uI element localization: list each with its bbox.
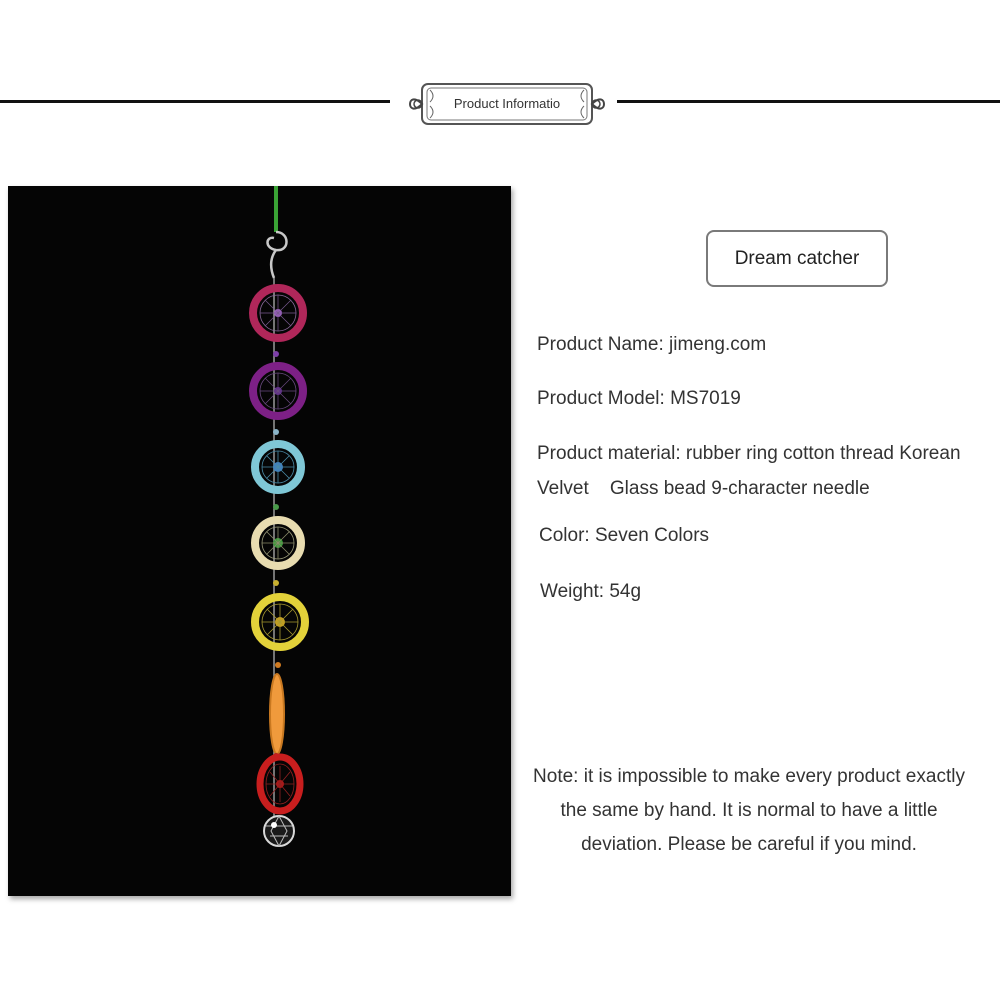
bead [273, 580, 279, 586]
product-color-line: Color: Seven Colors [539, 525, 710, 546]
product-type-badge: Dream catcher [706, 230, 888, 287]
product-photo [8, 186, 511, 896]
header-rule-left [0, 100, 390, 103]
product-model-line: Product Model: MS7019 [537, 388, 741, 409]
bead [273, 504, 279, 510]
note-line-1: Note: it is impossible to make every product exactly [533, 766, 965, 787]
ring-4 [255, 520, 301, 566]
note-line-3: deviation. Please be careful if you mind. [581, 834, 917, 855]
bead [273, 351, 279, 357]
product-name-line: Product Name: jimeng.com [537, 334, 767, 355]
ring-2 [253, 366, 303, 416]
ring-5 [255, 597, 305, 647]
product-material-block [537, 436, 987, 506]
bead [273, 429, 279, 435]
section-banner-label: Product Informatio [453, 96, 561, 111]
bead [275, 662, 281, 668]
hook-icon [268, 232, 287, 278]
note-line-2: the same by hand. It is normal to have a little [560, 800, 938, 821]
product-material-line-1: Product material: rubber ring cotton thread Korean [537, 443, 961, 464]
ring-3 [255, 444, 301, 490]
ring-7 [260, 757, 300, 811]
ring-6 [270, 674, 284, 754]
dream-catcher-image [8, 186, 511, 896]
header-rule-right [617, 100, 1000, 103]
crystal-ball-icon [264, 816, 294, 846]
product-weight-line: Weight: 54g [540, 581, 642, 602]
section-banner [408, 78, 606, 130]
product-material-line-2: Velvet Glass bead 9-character needle [537, 478, 870, 499]
handmade-note [518, 760, 980, 862]
ring-1 [253, 288, 303, 338]
